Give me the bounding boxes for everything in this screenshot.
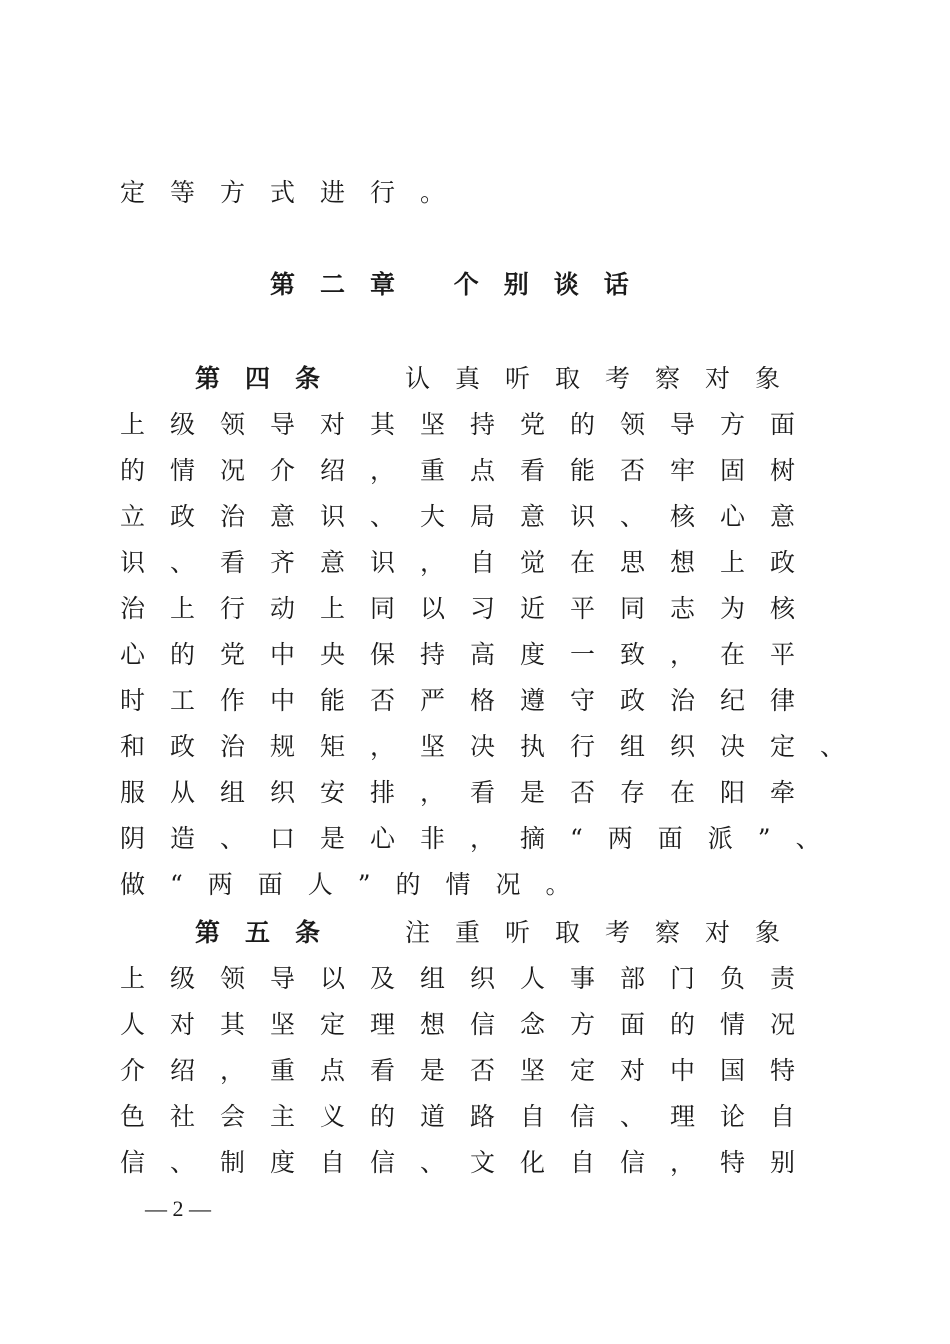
article-4-label: 第四条 <box>195 364 346 393</box>
article-5-line: 人对其坚定理想信念方面的情况 <box>120 1010 821 1039</box>
article-5-label: 第五条 <box>195 918 346 947</box>
article-4-line: 的情况介绍，重点看能否牢固树 <box>120 456 821 485</box>
carry-over-line: 定等方式进行。 <box>120 178 471 207</box>
article-4-line: 时工作中能否严格遵守政治纪律 <box>120 686 821 715</box>
article-5-line: 介绍，重点看是否坚定对中国特 <box>120 1056 821 1085</box>
article-4-line: 阴造、口是心非，摘“两面派”、 <box>120 824 846 853</box>
article-4-line: 服从组织安排，看是否存在阳牵 <box>120 778 821 807</box>
article-5-line: 信、制度自信、文化自信，特别 <box>120 1148 821 1177</box>
page-number: — 2 — <box>145 1196 211 1221</box>
chapter-heading: 第二章 个别谈话 <box>270 270 654 299</box>
article-5-line: 上级领导以及组织人事部门负责 <box>120 964 821 993</box>
article-4-first-line <box>195 364 805 394</box>
article-4-line: 识、看齐意识，自觉在思想上政 <box>120 548 821 577</box>
article-4-line: 做“两面人”的情况。 <box>120 870 596 899</box>
article-4-line: 心的党中央保持高度一致，在平 <box>120 640 821 669</box>
article-4-line: 立政治意识、大局意识、核心意 <box>120 502 821 531</box>
article-4-line: 和政治规矩，坚决执行组织决定、 <box>120 732 871 761</box>
article-5-line: 色社会主义的道路自信、理论自 <box>120 1102 821 1131</box>
article-4-line: 治上行动上同以习近平同志为核 <box>120 594 821 623</box>
article-4-first-text: 认真听取考察对象 <box>405 364 806 393</box>
article-4-line: 上级领导对其坚持党的领导方面 <box>120 410 821 439</box>
article-5-first-line <box>195 918 805 948</box>
article-5-first-text: 注重听取考察对象 <box>405 918 806 947</box>
